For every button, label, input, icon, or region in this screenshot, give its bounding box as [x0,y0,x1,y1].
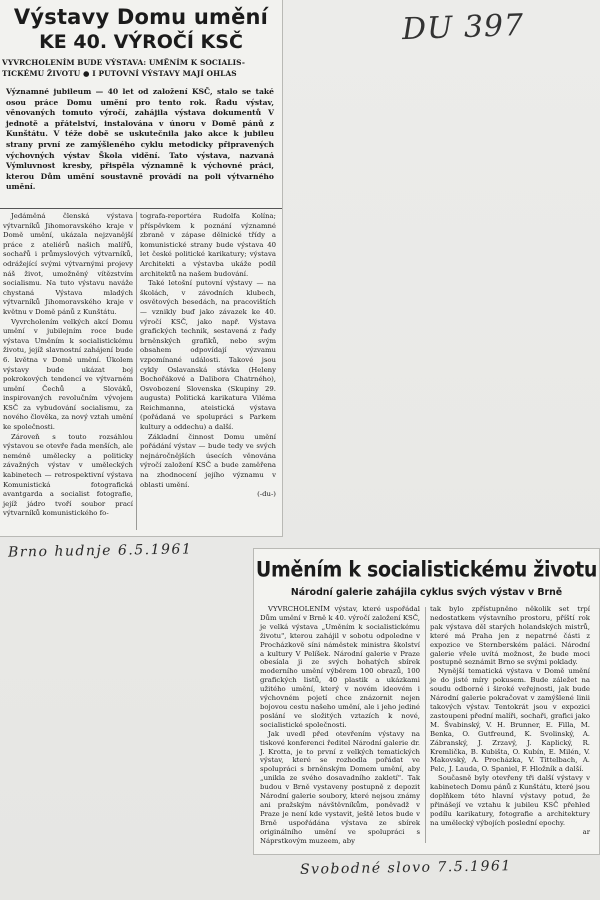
clipping-1-column-b [140,212,276,500]
newspaper-clipping-2 [253,548,600,855]
paragraph: Nynější tematická výstava v Domě umění je do jisté míry pokusem. Bude záležet na soudu odborné i široké veřejnosti, jak bude Národní galerie pokračovat v zamýšlené linii takových výstav. Tentokrát jsou v expozici zastoupeni přední malíři, sochaři, grafici jako M. Švabinský, V. H. Brunner, E. Filla, M. Benka, O. Gutfreund, K. Svolinský, A. Zábranský, J. Zrzavý, J. Kaplický, R. Kremlička, B. Kubišta, O. Kubín, E. Milén, V. Makovský, A. Procházka, V. Tittelbach, A. Pelc, J. Lauda, O. Spaniel, F. Hložník a další. [430,667,590,774]
archive-id-handwritten: DU 397 [401,7,525,48]
clipping-1-subheadline [2,57,278,79]
column-divider [136,212,137,530]
clipping-2-subheadline: Národní galerie zahájila cyklus svých výstav v Brně [290,587,563,598]
author-signature: (-du-) [257,490,276,499]
column-divider [425,607,426,843]
clipping-1-lead-paragraph: Významné jubileum — 40 let od založení KSČ, stalo se také osou práce Domu umění pro tento rok. Řadu výstav, věnovaných tomuto výročí, zahájila výstava dokumentů V jednotě a přátelství, instalována v únoru v Domě pánů z Kunštátu. V téže době se uskutečnila jako akce k jubileu strany první ze zamýšleného cyklu metodicky připravených výchovných výstav Škola vidění. Tato výstava, nazvaná Výmluvnost kresby, přispěla významně k výchovné práci, kterou Dům umění soustavně provádí na poli výtvarného umění. [6,87,274,192]
paragraph: Také letošní putovní výstavy — na školách, v závodních klubech, osvětových besedách, na pracovištích — vznikly buď jako závazek ke 40. výročí KSČ, jako např. Výstava grafických technik, sestavená z řady brněnských grafiků, nebo svým obsahem odpovídají výzvamu vzpomínané události. Takové jsou cykly Oslavanská stávka (Heleny Bochořákové a Dalibora Chatrného), Osvobození Slovenska (Skupiny 29. augusta) Politická karikatura Viléma Reichmanna, ateistická výstava (pořádaná ve spolupráci s Parkem kultury a oddechu) a další. [140,279,276,432]
newspaper-clipping-1 [0,0,283,537]
subhead-line: TICKÉMU ŽIVOTU ● I PUTOVNÍ VÝSTAVY MAJÍ OHLAS [2,69,237,78]
paragraph: Jedáměná členská výstava výtvarníků Jihomoravského kraje v Domě umění, ukázala nejzvanější práce z ateliérů našich malířů, sochařů i průmyslových výtvarníků, odrážející svými výtvarnými projevy náš život, umožněný vítězstvím socialismu. Na tuto výstavu naváže chystaná Výstava mladých výtvarníků Jihomoravského kraje v květnu v Domě pánů z Kunštátu. [3,212,133,316]
clipping-2-column-a [260,605,420,845]
paragraph: tak bylo zpřístupněno několik set trpí nedostatkem výstavního prostoru, příští rok pak výstava děl starých holandských mistrů, které má Praha jen z nepatrné části z expozice ve Sternberském paláci. Národní galerie vřele uvítá možnost, že bude moci postupně seznámit Brno se svými poklady. [430,605,590,667]
handwritten-source-date-2: Svobodné slovo 7.5.1961 [299,858,512,878]
paragraph: tografa-reportéra Rudolfa Kolína; příspěvkem k poznání významné zbraně v zápase dělnické třídy a komunistické strany bude výstava 40 let české politické karikatury; výstava Architekti a výstavba ukáže podíl architektů na našem budování. [140,212,276,278]
paragraph: Základní činnost Domu umění pořádání výstav — bude tedy ve svých nejnáročnějších úsecích věnována výročí založení KSČ a bude zaměřena na zhodnocení jejího významu v oblasti umění. [140,432,276,489]
paragraph: Vyvrcholením velkých akcí Domu umění v jubilejním roce bude výstava Uměním k socialistickému životu, jejíž slavnostní zahájení bude 6. května v Domě umění. Úkolem výstavy bude ukázat boj pokrokových tendencí ve výtvarném umění Čechů a Slováků, inspirovaných revolučním vývojem KSČ za vybudování socialismu, za nového člověka, za nový vztah umění ke společnosti. [3,317,133,432]
clipping-2-headline: Uměním k socialistickému životu [255,557,598,583]
clipping-1-headline: Výstavy Domu umění [13,5,269,29]
paragraph: Jak uvedl před otevřením výstavy na tiskové konferenci ředitel Národní galerie dr. J. Krotta, je to první z velkých tematických výstav, které se rozhodla pořádat ve spolupráci s brněnským Domem umění, aby „unikla ze svého dosavadního zakletí". Tak budou v Brně vystaveny postupně z depozit Národní galerie soubory, které nejsou známy ani pražským návštěvníkům, poněvadž v Praze je není kde vystavit, ještě letos bude v Brně uspořádána výstava ze sbírek originálního umění ve spolupráci s Náprstkovým muzeem, aby [260,729,420,845]
divider [0,208,282,209]
clipping-1-headline-2: KE 40. VÝROČÍ KSČ [39,31,243,53]
clipping-2-column-b [430,605,590,837]
handwritten-source-date-1: Brno hudnje 6.5.1961 [7,541,193,561]
author-signature: ar [582,827,590,836]
paragraph: Zároveň s touto rozsáhlou výstavou se otevře řada menších, ale neméně umělecky a politicky závažných výstav v uměleckých kabinetech — retrospektivní výstava Komunistická fotografická avantgarda a socialist fotografie, jejíž jádro tvoří soubor prací výtvarníků komunistického fo- [3,432,133,518]
clipping-1-column-a [3,212,133,519]
paragraph: Současně byly otevřeny tři další výstavy v kabinetech Domu pánů z Kunštátu, které jsou doplňkem této hlavní výstavy potud, že přinášejí ve vztahu k jubileu KSČ přehled podílu karikatury, fotografie a architektury na umělecký výbojích poslední epochy. [430,774,590,827]
subhead-line: VYVRCHOLENÍM BUDE VÝSTAVA: UMĚNÍM K SOCIALIS- [2,58,246,67]
paragraph: VYVRCHOLENÍM výstav, které uspořádal Dům umění v Brně k 40. výročí založení KSČ, je velká výstava „Uměním k socialistickému životu", kterou zahájil v sobotu odpoledne v Procházkově síni náměstek ministra školství a kultury V Pelíšek. Národní galerie v Praze obesíala ji ze svých bohatých sbírek moderního umění výběrem 100 obrazů, 100 grafických listů, 40 plastik a ukázkami užitého umění, který v novém ideovém i výchovném pojetí chce znázornit nejen bojovou cestu našeho umění, ale i jeho jediné poslání ve složitých vztazích k nové, socialistické společnosti. [260,605,420,729]
